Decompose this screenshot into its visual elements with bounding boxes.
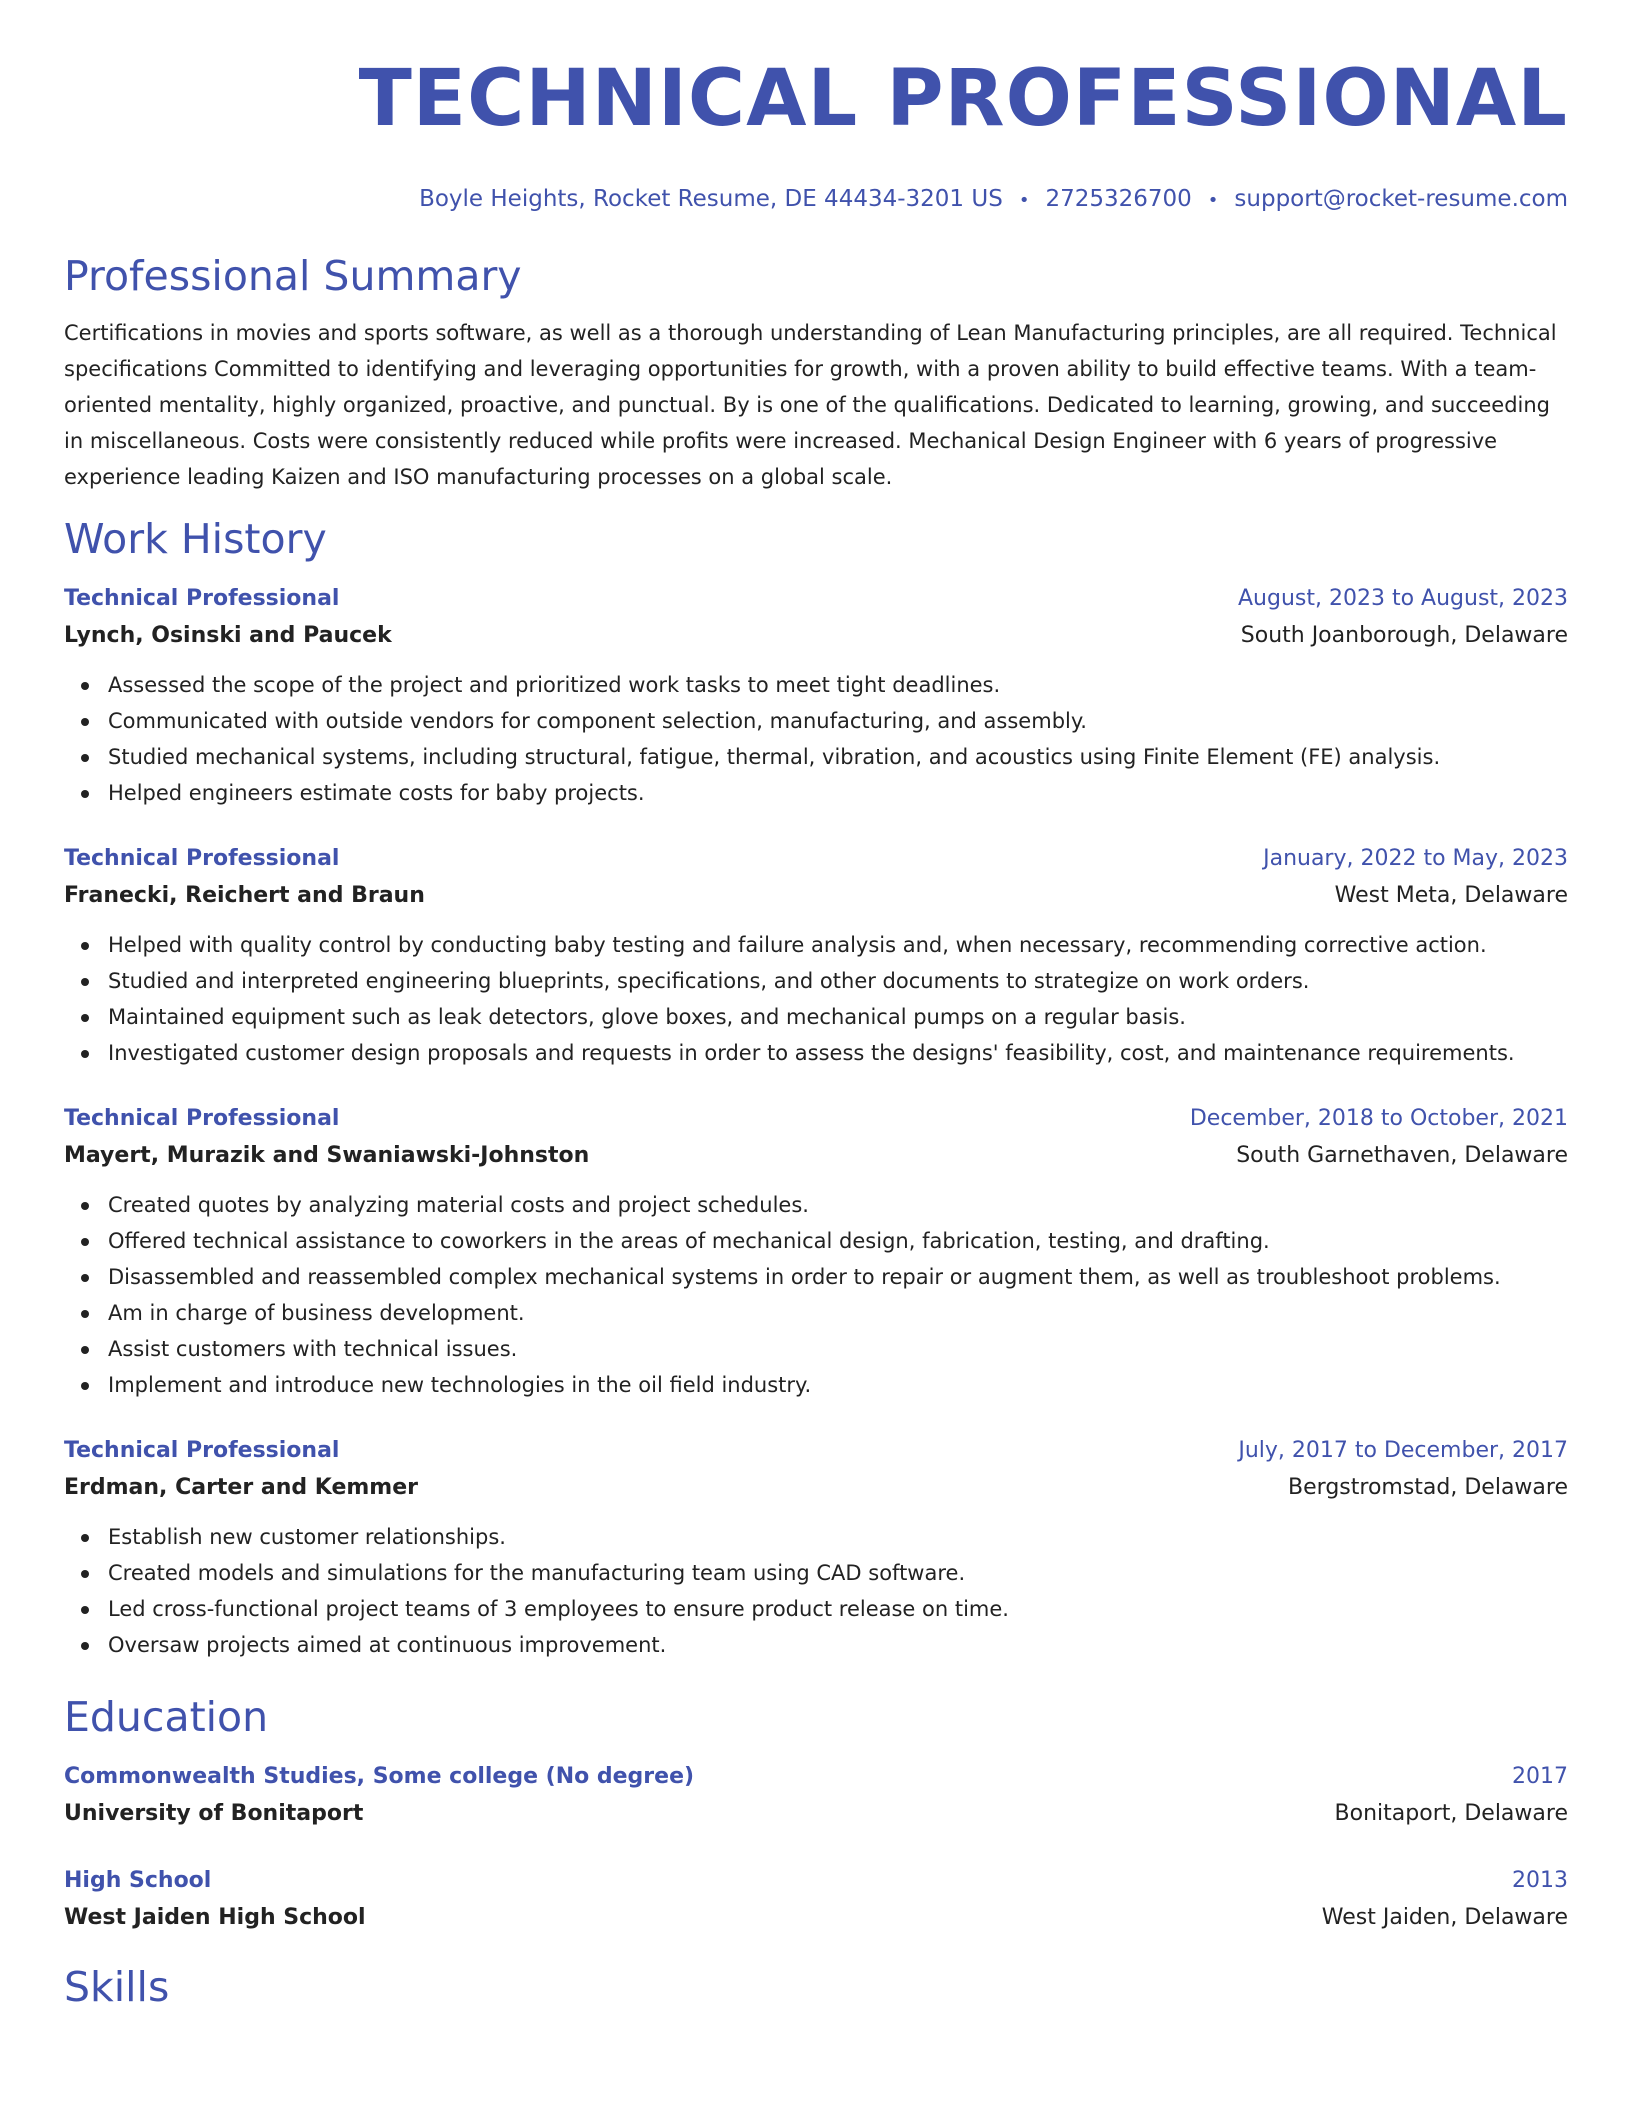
job-bullet: Led cross-functional project teams of 3 employees to ensure product release on time. [64, 1591, 1568, 1627]
education-year: 2017 [1512, 1764, 1568, 1789]
job-entry [64, 581, 1568, 811]
job-bullet: Establish new customer relationships. [64, 1519, 1568, 1555]
job-bullets [64, 927, 1568, 1071]
candidate-name: TECHNICAL PROFESSIONAL [358, 54, 1568, 144]
summary-text: Certifications in movies and sports software, as well as a thorough understanding of Lean Manufacturing principles, are all required. Technical specifications Committed to identifying and leveraging opportunities for growth, with a proven ability to build effective teams. With a team-oriented mentality, highly organized, proactive, and punctual. By is one of the qualifications. Dedicated to learning, growing, and succeeding in miscellaneous. Costs were consistently reduced while profits were increased. Mechanical Design Engineer with 6 years of progressive experience leading Kaizen and ISO manufacturing processes on a global scale. [64, 321, 1557, 489]
job-bullet: Implement and introduce new technologies in the oil field industry. [64, 1367, 1568, 1403]
job-role: Technical Professional [64, 846, 340, 871]
job-bullets [64, 1519, 1568, 1663]
job-bullet: Maintained equipment such as leak detectors, glove boxes, and mechanical pumps on a regular basis. [64, 999, 1568, 1035]
education-degree: High School [64, 1868, 212, 1893]
job-bullet: Helped engineers estimate costs for baby projects. [64, 775, 1568, 811]
job-company: Franecki, Reichert and Braun [64, 883, 425, 908]
job-bullets [64, 667, 1568, 811]
job-bullet: Helped with quality control by conducting baby testing and failure analysis and, when necessary, recommending corrective action. [64, 927, 1568, 963]
job-bullet: Studied mechanical systems, including structural, fatigue, thermal, vibration, and acoustics using Finite Element (FE) analysis. [64, 739, 1568, 775]
contact-email: support@rocket-resume.com [1234, 186, 1568, 212]
education-location: West Jaiden, Delaware [1321, 1905, 1568, 1930]
education-school: West Jaiden High School [64, 1905, 366, 1930]
education-year: 2013 [1512, 1868, 1568, 1893]
contact-phone: 2725326700 [1045, 186, 1192, 212]
section-title-summary: Professional Summary [64, 252, 522, 300]
job-location: South Joanborough, Delaware [1240, 623, 1568, 648]
job-bullet: Communicated with outside vendors for component selection, manufacturing, and assembly. [64, 703, 1568, 739]
job-role: Technical Professional [64, 1106, 340, 1131]
job-entry [64, 1101, 1568, 1403]
job-dates: December, 2018 to October, 2021 [1189, 1106, 1568, 1131]
job-bullet: Am in charge of business development. [64, 1295, 1568, 1331]
contact-separator: • [1018, 190, 1030, 211]
job-role: Technical Professional [64, 586, 340, 611]
contact-address: Boyle Heights, Rocket Resume, DE 44434-3201 US [419, 186, 1003, 212]
section-title-skills: Skills [64, 1963, 170, 2011]
job-bullet: Oversaw projects aimed at continuous improvement. [64, 1627, 1568, 1663]
contact-line [64, 184, 1568, 214]
job-entry [64, 841, 1568, 1071]
job-bullet: Investigated customer design proposals and requests in order to assess the designs' feasibility, cost, and maintenance requirements. [64, 1035, 1568, 1071]
job-bullets [64, 1187, 1568, 1403]
job-dates: July, 2017 to December, 2017 [1238, 1438, 1568, 1463]
job-role: Technical Professional [64, 1438, 340, 1463]
contact-separator: • [1207, 190, 1219, 211]
education-location: Bonitaport, Delaware [1334, 1801, 1568, 1826]
job-location: Bergstromstad, Delaware [1288, 1475, 1568, 1500]
section-title-education: Education [64, 1693, 269, 1741]
job-bullet: Created models and simulations for the manufacturing team using CAD software. [64, 1555, 1568, 1591]
job-location: West Meta, Delaware [1334, 883, 1568, 908]
education-entry [64, 1759, 1568, 1833]
job-bullet: Assist customers with technical issues. [64, 1331, 1568, 1367]
job-company: Mayert, Murazik and Swaniawski-Johnston [64, 1143, 590, 1168]
job-bullet: Created quotes by analyzing material costs and project schedules. [64, 1187, 1568, 1223]
job-company: Lynch, Osinski and Paucek [64, 623, 392, 648]
education-school: University of Bonitaport [64, 1801, 364, 1826]
job-bullet: Studied and interpreted engineering blueprints, specifications, and other documents to strategize on work orders. [64, 963, 1568, 999]
job-dates: January, 2022 to May, 2023 [1263, 846, 1568, 871]
section-title-work-history: Work History [64, 515, 327, 563]
job-dates: August, 2023 to August, 2023 [1238, 586, 1568, 611]
job-bullet: Offered technical assistance to coworkers in the areas of mechanical design, fabrication, testing, and drafting. [64, 1223, 1568, 1259]
job-bullet: Disassembled and reassembled complex mechanical systems in order to repair or augment them, as well as troubleshoot problems. [64, 1259, 1568, 1295]
job-location: South Garnethaven, Delaware [1236, 1143, 1568, 1168]
job-bullet: Assessed the scope of the project and prioritized work tasks to meet tight deadlines. [64, 667, 1568, 703]
job-entry [64, 1433, 1568, 1663]
education-degree: Commonwealth Studies, Some college (No degree) [64, 1764, 695, 1789]
job-company: Erdman, Carter and Kemmer [64, 1475, 418, 1500]
education-entry [64, 1863, 1568, 1937]
